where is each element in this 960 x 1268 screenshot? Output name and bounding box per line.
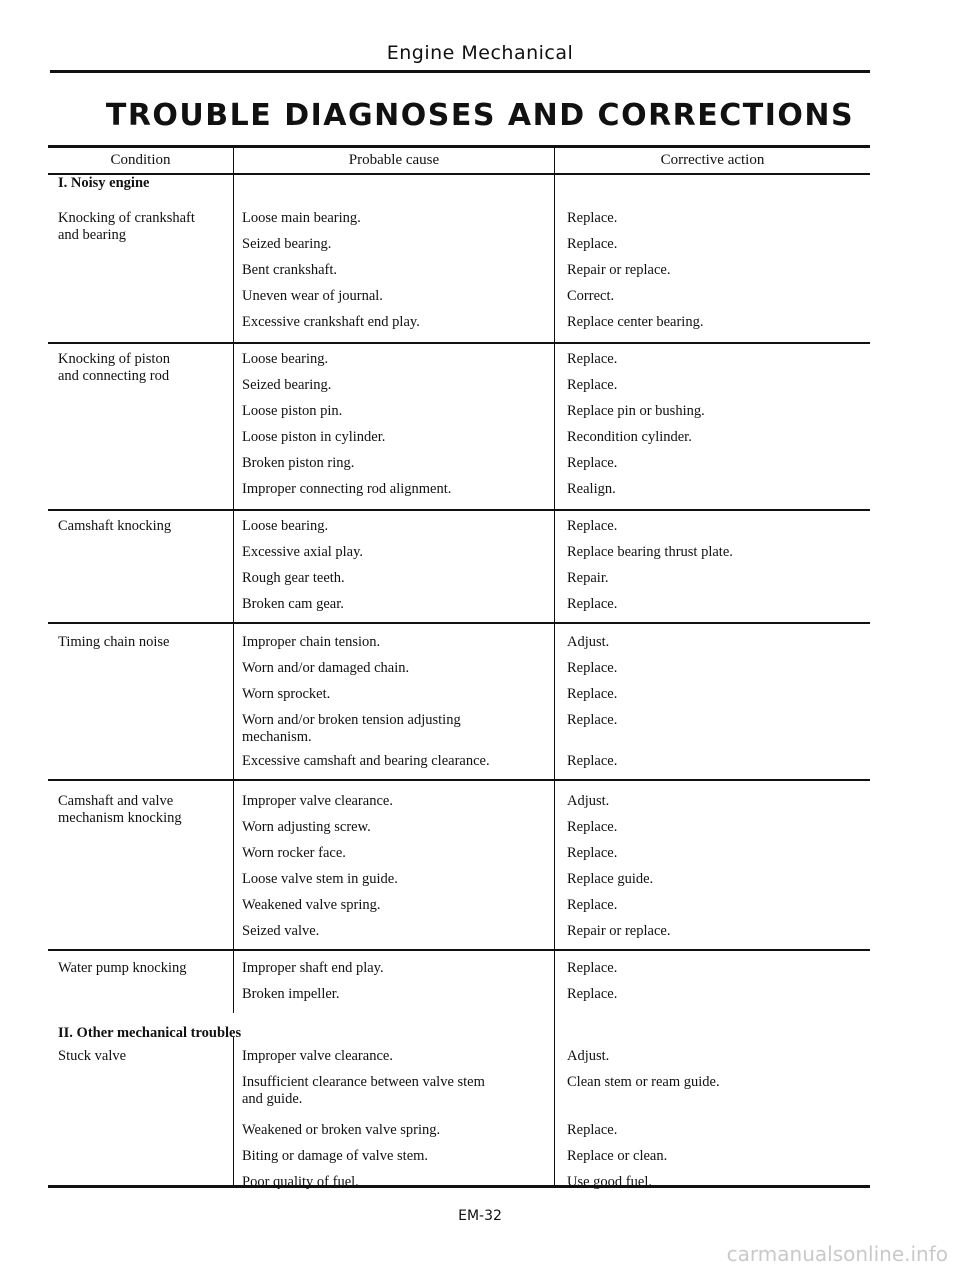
corrective-action: Replace.: [567, 660, 618, 676]
corrective-action: Correct.: [567, 288, 615, 304]
probable-cause: Weakened valve spring.: [242, 897, 381, 913]
corrective-action: Replace.: [567, 819, 618, 835]
table-bottom-rule: [48, 1185, 870, 1188]
corrective-action: Replace.: [567, 897, 618, 913]
corrective-action: Replace center bearing.: [567, 314, 704, 330]
probable-cause: Loose valve stem in guide.: [242, 871, 398, 887]
corrective-action: Replace.: [567, 596, 618, 612]
condition-label: mechanism knocking: [58, 810, 182, 826]
column-header-probable-cause: Probable cause: [348, 152, 440, 168]
probable-cause: Broken piston ring.: [242, 455, 355, 471]
probable-cause: Seized bearing.: [242, 377, 332, 393]
probable-cause: Excessive camshaft and bearing clearance.: [242, 753, 490, 769]
condition-label: Camshaft knocking: [58, 518, 172, 534]
corrective-action: Replace.: [567, 455, 618, 471]
probable-cause: Excessive crankshaft end play.: [242, 314, 420, 330]
condition-label: Camshaft and valve: [58, 793, 174, 809]
probable-cause: Improper valve clearance.: [242, 793, 393, 809]
header-rule: [50, 70, 870, 73]
corrective-action: Use good fuel.: [567, 1174, 652, 1190]
corrective-action: Replace or clean.: [567, 1148, 668, 1164]
probable-cause: Worn rocker face.: [242, 845, 346, 861]
page-title: TROUBLE DIAGNOSES AND CORRECTIONS: [105, 98, 855, 133]
condition-label: Timing chain noise: [58, 634, 170, 650]
corrective-action: Repair or replace.: [567, 262, 671, 278]
probable-cause: Worn adjusting screw.: [242, 819, 371, 835]
corrective-action: Replace.: [567, 686, 618, 702]
condition-label: Water pump knocking: [58, 960, 187, 976]
column-divider-left-lower: [233, 1037, 234, 1188]
corrective-action: Replace.: [567, 986, 618, 1002]
probable-cause: Improper connecting rod alignment.: [242, 481, 452, 497]
condition-label: and connecting rod: [58, 368, 170, 384]
corrective-action: Adjust.: [567, 1048, 610, 1064]
probable-cause: Weakened or broken valve spring.: [242, 1122, 441, 1138]
probable-cause: Poor quality of fuel.: [242, 1174, 359, 1190]
probable-cause: Broken impeller.: [242, 986, 340, 1002]
corrective-action: Replace.: [567, 712, 618, 728]
group-separator: [48, 779, 870, 781]
condition-label: and bearing: [58, 227, 127, 243]
probable-cause: Loose piston pin.: [242, 403, 343, 419]
group-separator: [48, 509, 870, 511]
probable-cause: Worn and/or damaged chain.: [242, 660, 410, 676]
header-bottom-rule: [48, 173, 870, 175]
probable-cause: Broken cam gear.: [242, 596, 344, 612]
probable-cause: Improper valve clearance.: [242, 1048, 393, 1064]
corrective-action: Replace.: [567, 1122, 618, 1138]
condition-label: Stuck valve: [58, 1048, 127, 1064]
condition-label: Knocking of crankshaft: [58, 210, 195, 226]
section-heading: I. Noisy engine: [58, 175, 150, 191]
corrective-action: Replace.: [567, 351, 618, 367]
probable-cause: and guide.: [242, 1091, 303, 1107]
corrective-action: Replace.: [567, 518, 618, 534]
corrective-action: Replace.: [567, 753, 618, 769]
corrective-action: Replace.: [567, 236, 618, 252]
corrective-action: Replace pin or bushing.: [567, 403, 705, 419]
probable-cause: Uneven wear of journal.: [242, 288, 383, 304]
trouble-table: [48, 145, 870, 1188]
probable-cause: Seized bearing.: [242, 236, 332, 252]
corrective-action: Replace bearing thrust plate.: [567, 544, 733, 560]
probable-cause: Loose piston in cylinder.: [242, 429, 386, 445]
corrective-action: Repair or replace.: [567, 923, 671, 939]
probable-cause: Insufficient clearance between valve stem: [242, 1074, 485, 1090]
watermark: carmanualsonline.info: [726, 1242, 948, 1266]
probable-cause: Excessive axial play.: [242, 544, 364, 560]
group-separator: [48, 342, 870, 344]
probable-cause: Improper chain tension.: [242, 634, 381, 650]
section-heading: II. Other mechanical troubles: [58, 1025, 242, 1041]
probable-cause: mechanism.: [242, 729, 312, 745]
probable-cause: Loose bearing.: [242, 518, 329, 534]
corrective-action: Recondition cylinder.: [567, 429, 692, 445]
column-divider-right: [554, 145, 555, 1188]
corrective-action: Replace.: [567, 960, 618, 976]
probable-cause: Seized valve.: [242, 923, 320, 939]
column-divider-left: [233, 145, 234, 1013]
corrective-action: Adjust.: [567, 634, 610, 650]
column-header-corrective-action: Corrective action: [660, 152, 765, 168]
table-top-rule: [48, 145, 870, 148]
corrective-action: Clean stem or ream guide.: [567, 1074, 720, 1090]
corrective-action: Realign.: [567, 481, 616, 497]
column-header-condition: Condition: [110, 152, 171, 168]
probable-cause: Rough gear teeth.: [242, 570, 345, 586]
probable-cause: Loose main bearing.: [242, 210, 361, 226]
probable-cause: Worn and/or broken tension adjusting: [242, 712, 461, 728]
probable-cause: Worn sprocket.: [242, 686, 331, 702]
running-head: Engine Mechanical: [386, 42, 574, 64]
corrective-action: Replace guide.: [567, 871, 654, 887]
corrective-action: Adjust.: [567, 793, 610, 809]
probable-cause: Biting or damage of valve stem.: [242, 1148, 429, 1164]
probable-cause: Loose bearing.: [242, 351, 329, 367]
group-separator: [48, 622, 870, 624]
probable-cause: Bent crankshaft.: [242, 262, 338, 278]
corrective-action: Replace.: [567, 377, 618, 393]
condition-label: Knocking of piston: [58, 351, 170, 367]
group-separator: [48, 949, 870, 951]
page-number: EM-32: [458, 1208, 502, 1224]
corrective-action: Replace.: [567, 845, 618, 861]
probable-cause: Improper shaft end play.: [242, 960, 384, 976]
corrective-action: Repair.: [567, 570, 609, 586]
corrective-action: Replace.: [567, 210, 618, 226]
